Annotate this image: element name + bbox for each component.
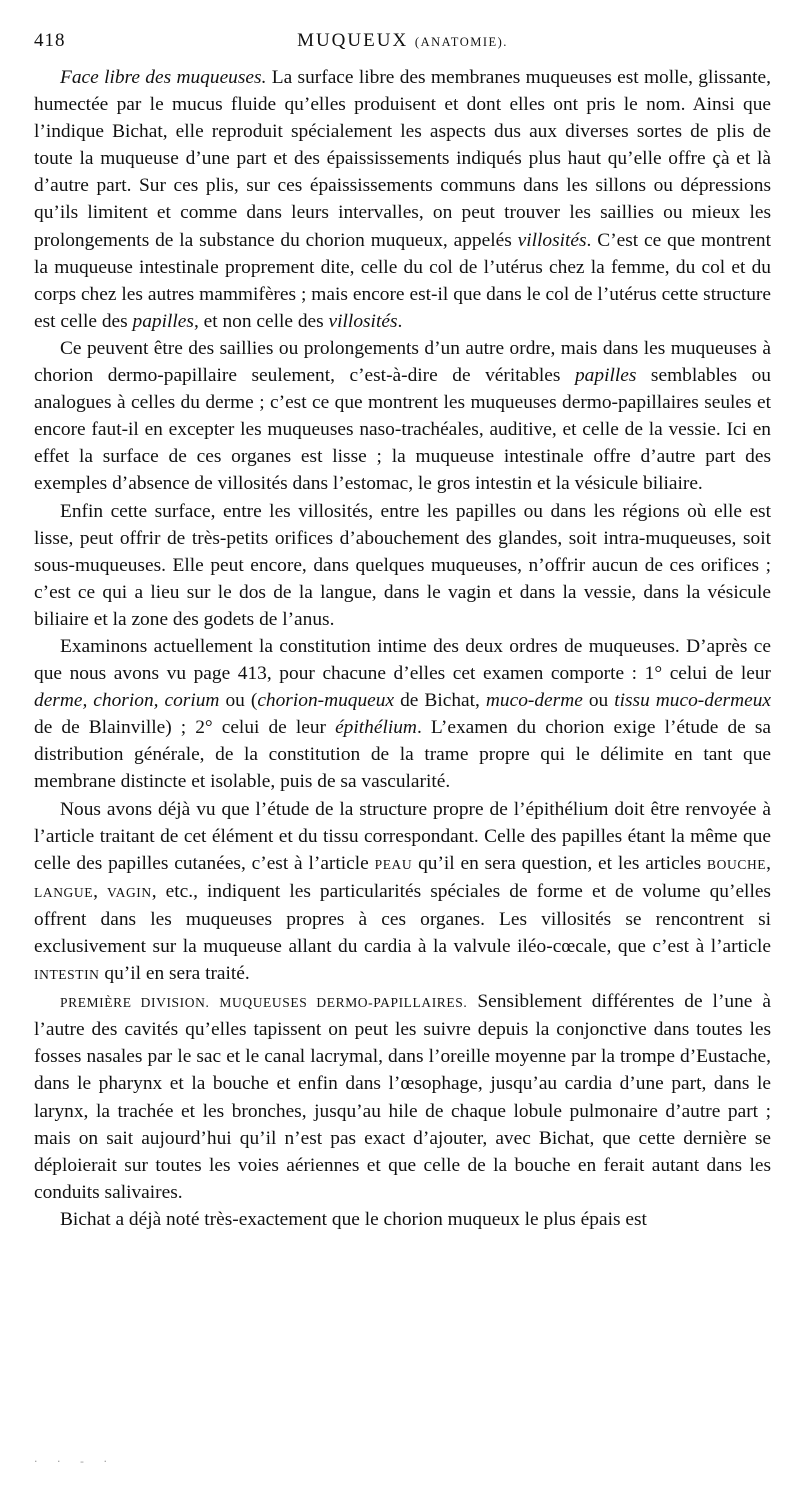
text-run: Ce peuvent être des saillies ou prolongements d’un autre ordre, mais dans les muqueuses à chorion dermo-papillaire seulement, c’est-à-dire de véritables xyxy=(34,337,771,387)
italic-text: muco-derme xyxy=(485,690,583,712)
italic-text: tissu muco-dermeux xyxy=(614,690,772,712)
small-caps-text: PREMIÈRE DIVISION. xyxy=(60,995,210,1011)
small-caps-text: BOUCHE xyxy=(707,856,767,872)
italic-text: villosités xyxy=(517,229,587,251)
italic-text: villosités xyxy=(328,310,398,332)
paragraph xyxy=(34,335,771,498)
text-run: Bichat a déjà noté très-exactement que le chorion muqueux le plus épais est xyxy=(60,1208,647,1230)
paragraph xyxy=(34,633,771,796)
text-run: . L’examen du chorion exige l’étude de sa distribution générale, de la constitution de la trame propre qui le délimite en tant que membrane distincte et isolable, puis de sa vascularité. xyxy=(34,717,771,793)
page-header xyxy=(34,30,771,54)
italic-text: papilles xyxy=(574,365,637,387)
running-head xyxy=(34,30,771,52)
paragraph xyxy=(34,988,771,1206)
text-run: Nous avons déjà vu que l’étude de la structure propre de l’épithélium doit être renvoyée à l’article traitant de cet élément et du tissu correspondant. Celle des papilles étant la même que celle des papilles cutanées, c’est à l’article xyxy=(34,798,771,874)
page-number: 418 xyxy=(34,30,66,51)
small-caps-text: MUQUEUSES DERMO-PAPILLAIRES. xyxy=(219,995,468,1011)
text-run: . xyxy=(397,310,403,332)
running-title: MUQUEUX xyxy=(297,30,409,51)
italic-text: Face libre des muqueuses. xyxy=(60,67,267,88)
text-run: Sensiblement différentes de l’une à l’autre des cavités qu’elles tapissent on peut les suivre depuis la conjonctive dans toutes les fosses nasales par le sac et le canal lacrymal, dans l’oreille moyenne par la trompe d’Eustache, dans le pharynx et la bouche et enfin dans l’œsophage, jusqu’au cardia d’une part, dans le larynx, la trachée et les bronches, jusqu’au hile de chaque lobule pulmonaire d’autre part ; mais on sait aujourd’hui qu’il n’est pas exact d’ajouter, avec Bichat, que cette dernière se déploierait sur toutes les voies aériennes et que celle de la bouche en ferait autant dans les conduits salivaires. xyxy=(34,991,771,1203)
text-run: , xyxy=(93,880,107,902)
text-run: de Bichat, xyxy=(394,690,486,712)
text-run xyxy=(209,991,219,1012)
text-run: , et non celle des xyxy=(193,310,329,332)
paragraph xyxy=(34,498,771,633)
italic-text: épithélium xyxy=(335,717,417,739)
paragraph xyxy=(34,64,771,335)
body-text xyxy=(34,64,771,1233)
text-run: La surface libre des membranes muqueuses est molle, glissante, humectée par le mucus fluide qu’elles produisent et dont elles ont pris le nom. Ainsi que l’indique Bichat, elle reproduit spécialement les aspects dus aux diverses sortes de plis de toute la muqueuse d’une part et des épaississements indiqués plus haut qu’elle offre çà et là d’autre part. Sur ces plis, sur ces épaississements communs dans les sillons ou dépressions qu’ils limitent et comme dans leurs intervalles, on peut trouver les saillies ou mieux les prolongements de la substance du chorion muqueux, appelés xyxy=(34,67,771,251)
text-run: ou ( xyxy=(219,690,258,712)
text-run: , etc., indiquent les particularités spéciales de forme et de volume qu’elles offrent dans les muqueuses propres à ces organes. Les villosités se rencontrent si exclusivement sur la muqueuse allant du cardia à la valvule iléo-cœcale, que c’est à l’article xyxy=(34,880,771,957)
paragraph xyxy=(34,796,771,989)
italic-text: derme, chorion, corium xyxy=(34,690,220,712)
text-run: , xyxy=(766,852,771,874)
text-run: semblables ou analogues à celles du derme ; c’est ce que montrent les muqueuses dermo-papillaires seules et encore faut-il en excepter les muqueuses naso-trachéales, auditive, et celle de la vessie. Ici en effet la surface de ces organes est lisse ; la muqueuse intestinale offre d’autre part des exemples d’absence de villosités dans l’estomac, le gros intestin et la vésicule biliaire. xyxy=(34,365,771,495)
text-run: de de Blainville) ; 2° celui de leur xyxy=(34,717,336,739)
text-run: ou xyxy=(582,690,615,712)
running-subtitle: (ANATOMIE). xyxy=(414,35,508,49)
small-caps-text: VAGIN xyxy=(107,884,152,900)
text-run: Enfin cette surface, entre les villosités, entre les papilles ou dans les régions où elle est lisse, peut offrir de très-petits orifices d’abouchement des glandes, soit intra-muqueuses, soit sous-muqueuses. Elle peut encore, dans quelques muqueuses, n’offrir aucun de ces orifices ; c’est ce qui a lieu sur le dos de la langue, dans le vagin et dans la vessie, dans la vésicule biliaire et la zone des godets de l’anus. xyxy=(34,500,771,630)
italic-text: papilles xyxy=(132,310,194,332)
paragraph xyxy=(34,1206,771,1233)
small-caps-text: LANGUE xyxy=(34,884,94,900)
text-run: . C’est ce que montrent la muqueuse intestinale proprement dite, celle du col de l’utérus chez la femme, du col et du corps chez les autres mammifères ; mais encore est-il que dans le col de l’utérus cette structure est celle des xyxy=(34,229,771,332)
text-run: Examinons actuellement la constitution intime des deux ordres de muqueuses. D’après ce que nous avons vu page 413, pour chacune d’elles cet examen comporte : 1° celui de leur xyxy=(34,635,771,685)
text-run: qu’il en sera traité. xyxy=(99,963,250,985)
small-caps-text: INTESTIN xyxy=(34,967,100,983)
text-run: qu’il en sera question, et les articles xyxy=(412,852,708,874)
small-caps-text: PEAU xyxy=(374,856,413,872)
stray-marks: · · - · xyxy=(34,1455,115,1468)
italic-text: chorion-muqueux xyxy=(257,690,395,712)
